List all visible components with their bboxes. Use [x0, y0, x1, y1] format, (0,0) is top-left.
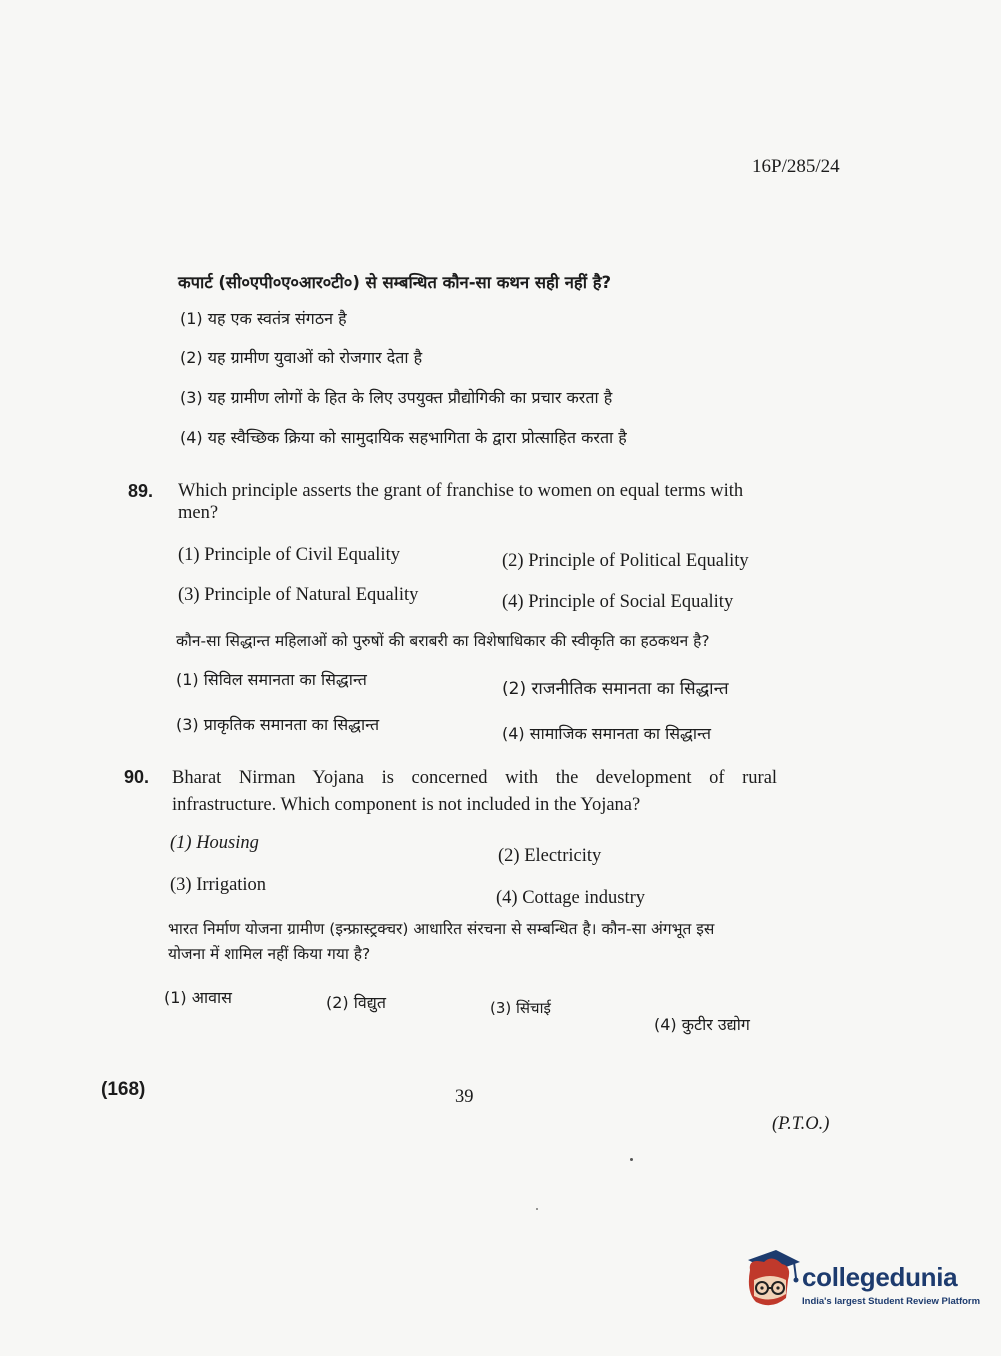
collegedunia-watermark [742, 1250, 981, 1322]
q90-option-2-hindi: (2) विद्युत [326, 993, 386, 1012]
q88-option-1-hindi: (1) यह एक स्वतंत्र संगठन है [180, 309, 347, 328]
scan-speck [630, 1158, 633, 1161]
q89-number: 89. [128, 481, 154, 501]
q88-option-2-hindi: (2) यह ग्रामीण युवाओं को रोजगार देता है [180, 348, 423, 367]
q89-stem-line-2: men? [178, 503, 219, 523]
q89-option-3-hindi: (3) प्राकृतिक समानता का सिद्धान्त [176, 715, 380, 734]
q90-option-4-hindi: (4) कुटीर उद्योग [654, 1015, 750, 1034]
q90-option-3: (3) Irrigation [170, 875, 267, 895]
q89-option-4: (4) Principle of Social Equality [502, 592, 734, 612]
q90-option-1: (1) Housing [170, 833, 259, 853]
q89-option-2: (2) Principle of Political Equality [502, 551, 749, 571]
collegedunia-tagline: India's largest Student Review Platform [802, 1296, 981, 1307]
q89-stem-line-1: Which principle asserts the grant of franchise to women on equal terms with [178, 481, 744, 501]
collegedunia-brand: collegedunia [802, 1262, 958, 1292]
q88-option-3-hindi: (3) यह ग्रामीण लोगों के हित के लिए उपयुक्त प्रौद्योगिकी का प्रचार करता है [180, 388, 613, 407]
q89-option-3: (3) Principle of Natural Equality [178, 585, 419, 605]
pto-label: (P.T.O.) [772, 1114, 830, 1134]
q90-number: 90. [124, 767, 150, 787]
q88-stem-hindi: कपार्ट (सी०एपी०ए०आर०टी०) से सम्बन्धित कौन-सा कथन सही नहीं है? [178, 273, 612, 292]
q90-option-2: (2) Electricity [498, 846, 602, 866]
q89-option-4-hindi: (4) सामाजिक समानता का सिद्धान्त [502, 724, 712, 743]
scan-speck [536, 1208, 538, 1210]
paper-code: 16P/285/24 [752, 156, 840, 177]
q89-option-1-hindi: (1) सिविल समानता का सिद्धान्त [176, 670, 367, 689]
q90-option-3-hindi: (3) सिंचाई [490, 999, 551, 1017]
q90-stem-hindi-line-2: योजना में शामिल नहीं किया गया है? [168, 945, 371, 963]
set-code: (168) [101, 1079, 146, 1100]
mascot-icon [742, 1250, 802, 1314]
q88-option-4-hindi: (4) यह स्वैच्छिक क्रिया को सामुदायिक सहभागिता के द्वारा प्रोत्साहित करता है [180, 428, 627, 447]
page-number: 39 [455, 1087, 474, 1107]
q89-option-2-hindi: (2) राजनीतिक समानता का सिद्धान्त [502, 679, 729, 699]
q90-stem-line-2: infrastructure. Which component is not included in the Yojana? [172, 795, 641, 815]
q89-stem-hindi: कौन-सा सिद्धान्त महिलाओं को पुरुषों की बराबरी का विशेषाधिकार की स्वीकृति का हठकथन है? [176, 632, 710, 650]
q90-option-4: (4) Cottage industry [496, 888, 646, 908]
q90-stem-hindi-line-1: भारत निर्माण योजना ग्रामीण (इन्फ्रास्ट्रक्चर) आधारित संरचना से सम्बन्धित है। कौन-सा अंगभूत इस [168, 920, 715, 938]
q90-option-1-hindi: (1) आवास [164, 988, 232, 1007]
q89-option-1: (1) Principle of Civil Equality [178, 545, 400, 565]
q90-stem-line-1: Bharat Nirman Yojana is concerned with the development of rural [172, 768, 778, 788]
